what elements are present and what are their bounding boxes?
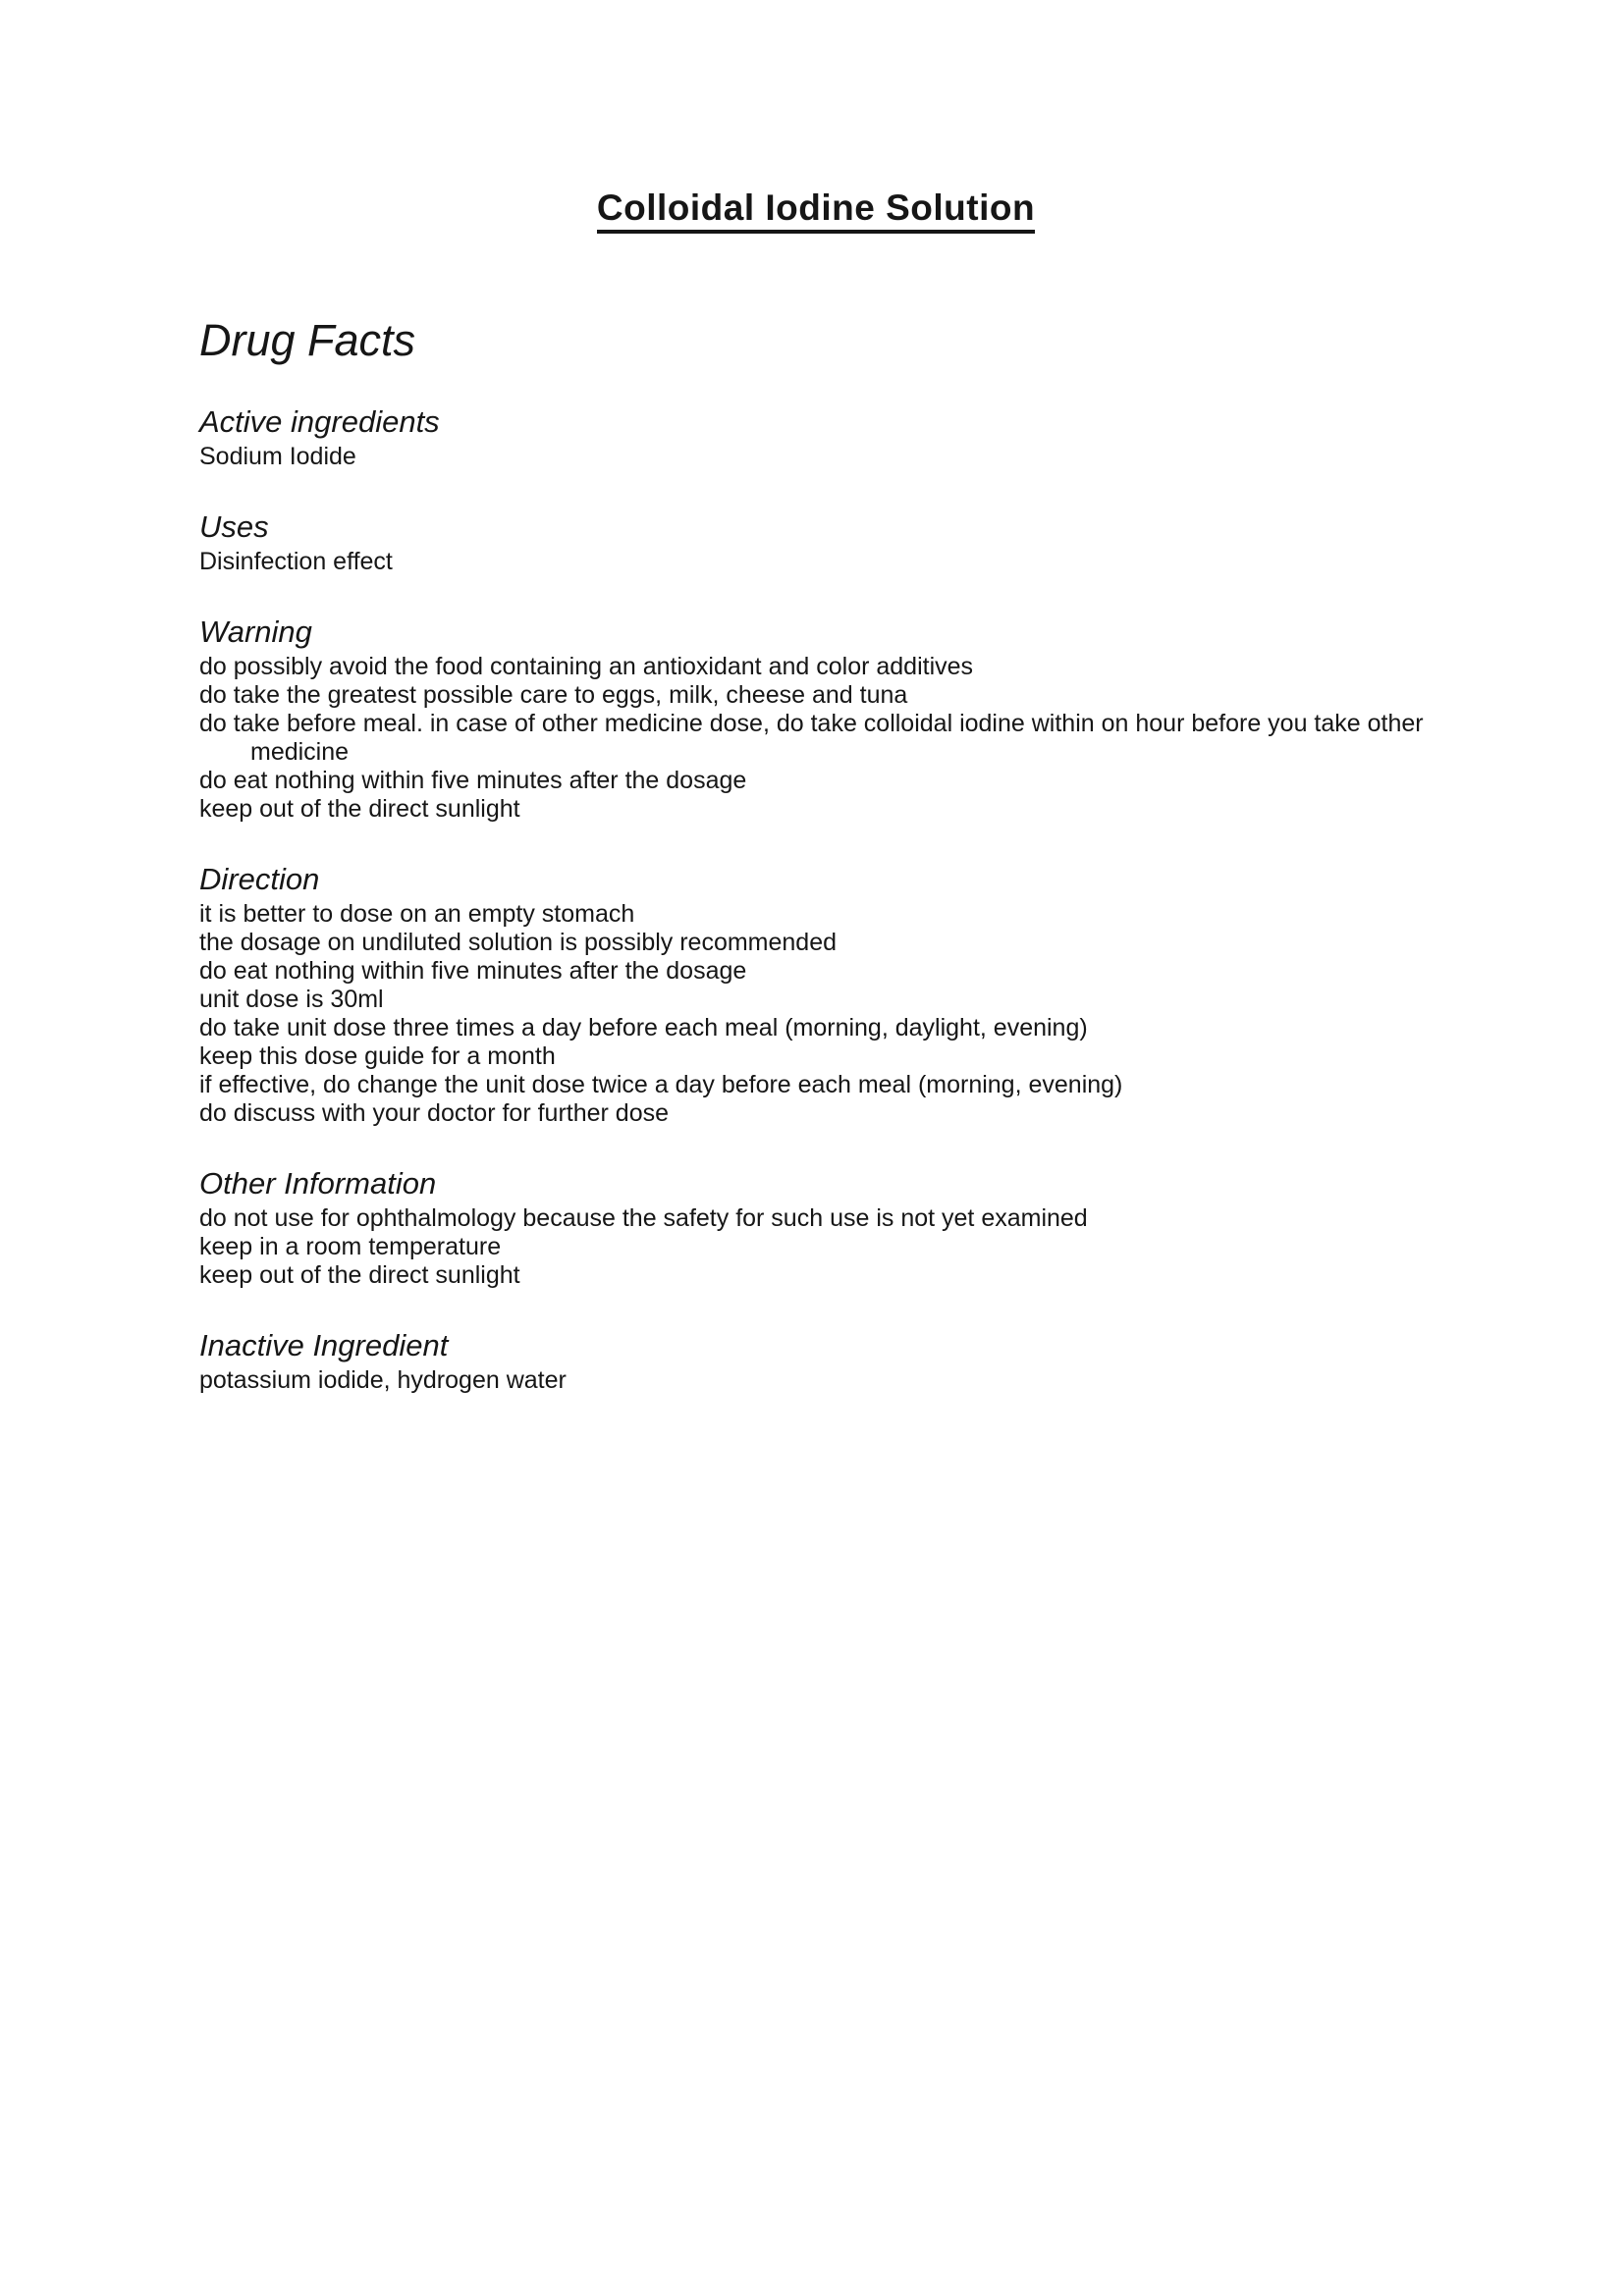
body-line: keep out of the direct sunlight xyxy=(199,1261,520,1289)
body-line: unit dose is 30ml xyxy=(199,986,384,1013)
section-other-information xyxy=(199,1165,1433,1290)
body-line: it is better to dose on an empty stomach xyxy=(199,900,635,928)
document-title xyxy=(199,187,1433,229)
body-line: keep in a room temperature xyxy=(199,1233,502,1260)
body-line: do not use for ophthalmology because the safety for such use is not yet examined xyxy=(199,1204,1088,1232)
body-line: do eat nothing within five minutes after the dosage xyxy=(199,767,747,794)
body-line: the dosage on undiluted solution is possibly recommended xyxy=(199,929,838,956)
body-line: do eat nothing within five minutes after the dosage xyxy=(199,957,747,985)
body-line: potassium iodide, hydrogen water xyxy=(199,1366,567,1394)
section-uses xyxy=(199,508,1433,576)
section-direction xyxy=(199,861,1433,1128)
body-line: Disinfection effect xyxy=(199,548,393,575)
section-heading-uses: Uses xyxy=(199,509,269,544)
section-inactive-ingredient xyxy=(199,1327,1433,1395)
body-line: keep out of the direct sunlight xyxy=(199,795,520,823)
body-line-wrap-continuation: medicine xyxy=(250,738,350,766)
section-heading-warning: Warning xyxy=(199,614,312,649)
body-line: keep this dose guide for a month xyxy=(199,1042,556,1070)
section-heading-other-information: Other Information xyxy=(199,1166,437,1201)
body-line: if effective, do change the unit dose twice a day before each meal (morning, evening) xyxy=(199,1071,1123,1098)
drug-facts-heading: Drug Facts xyxy=(199,315,416,365)
body-line: do discuss with your doctor for further dose xyxy=(199,1099,670,1127)
section-active-ingredients xyxy=(199,403,1433,471)
section-heading-inactive-ingredient: Inactive Ingredient xyxy=(199,1328,449,1362)
section-heading-direction: Direction xyxy=(199,862,320,896)
section-heading-active-ingredients: Active ingredients xyxy=(199,404,440,439)
body-line: do possibly avoid the food containing an antioxidant and color additives xyxy=(199,653,974,680)
document-title-text: Colloidal Iodine Solution xyxy=(597,187,1035,234)
body-line: Sodium Iodide xyxy=(199,443,356,470)
body-line: do take before meal. in case of other medicine dose, do take colloidal iodine within on hour before you take other xyxy=(199,710,1424,737)
section-warning xyxy=(199,614,1433,824)
body-line: do take unit dose three times a day before each meal (morning, daylight, evening) xyxy=(199,1014,1088,1041)
body-line: do take the greatest possible care to eggs, milk, cheese and tuna xyxy=(199,681,908,709)
